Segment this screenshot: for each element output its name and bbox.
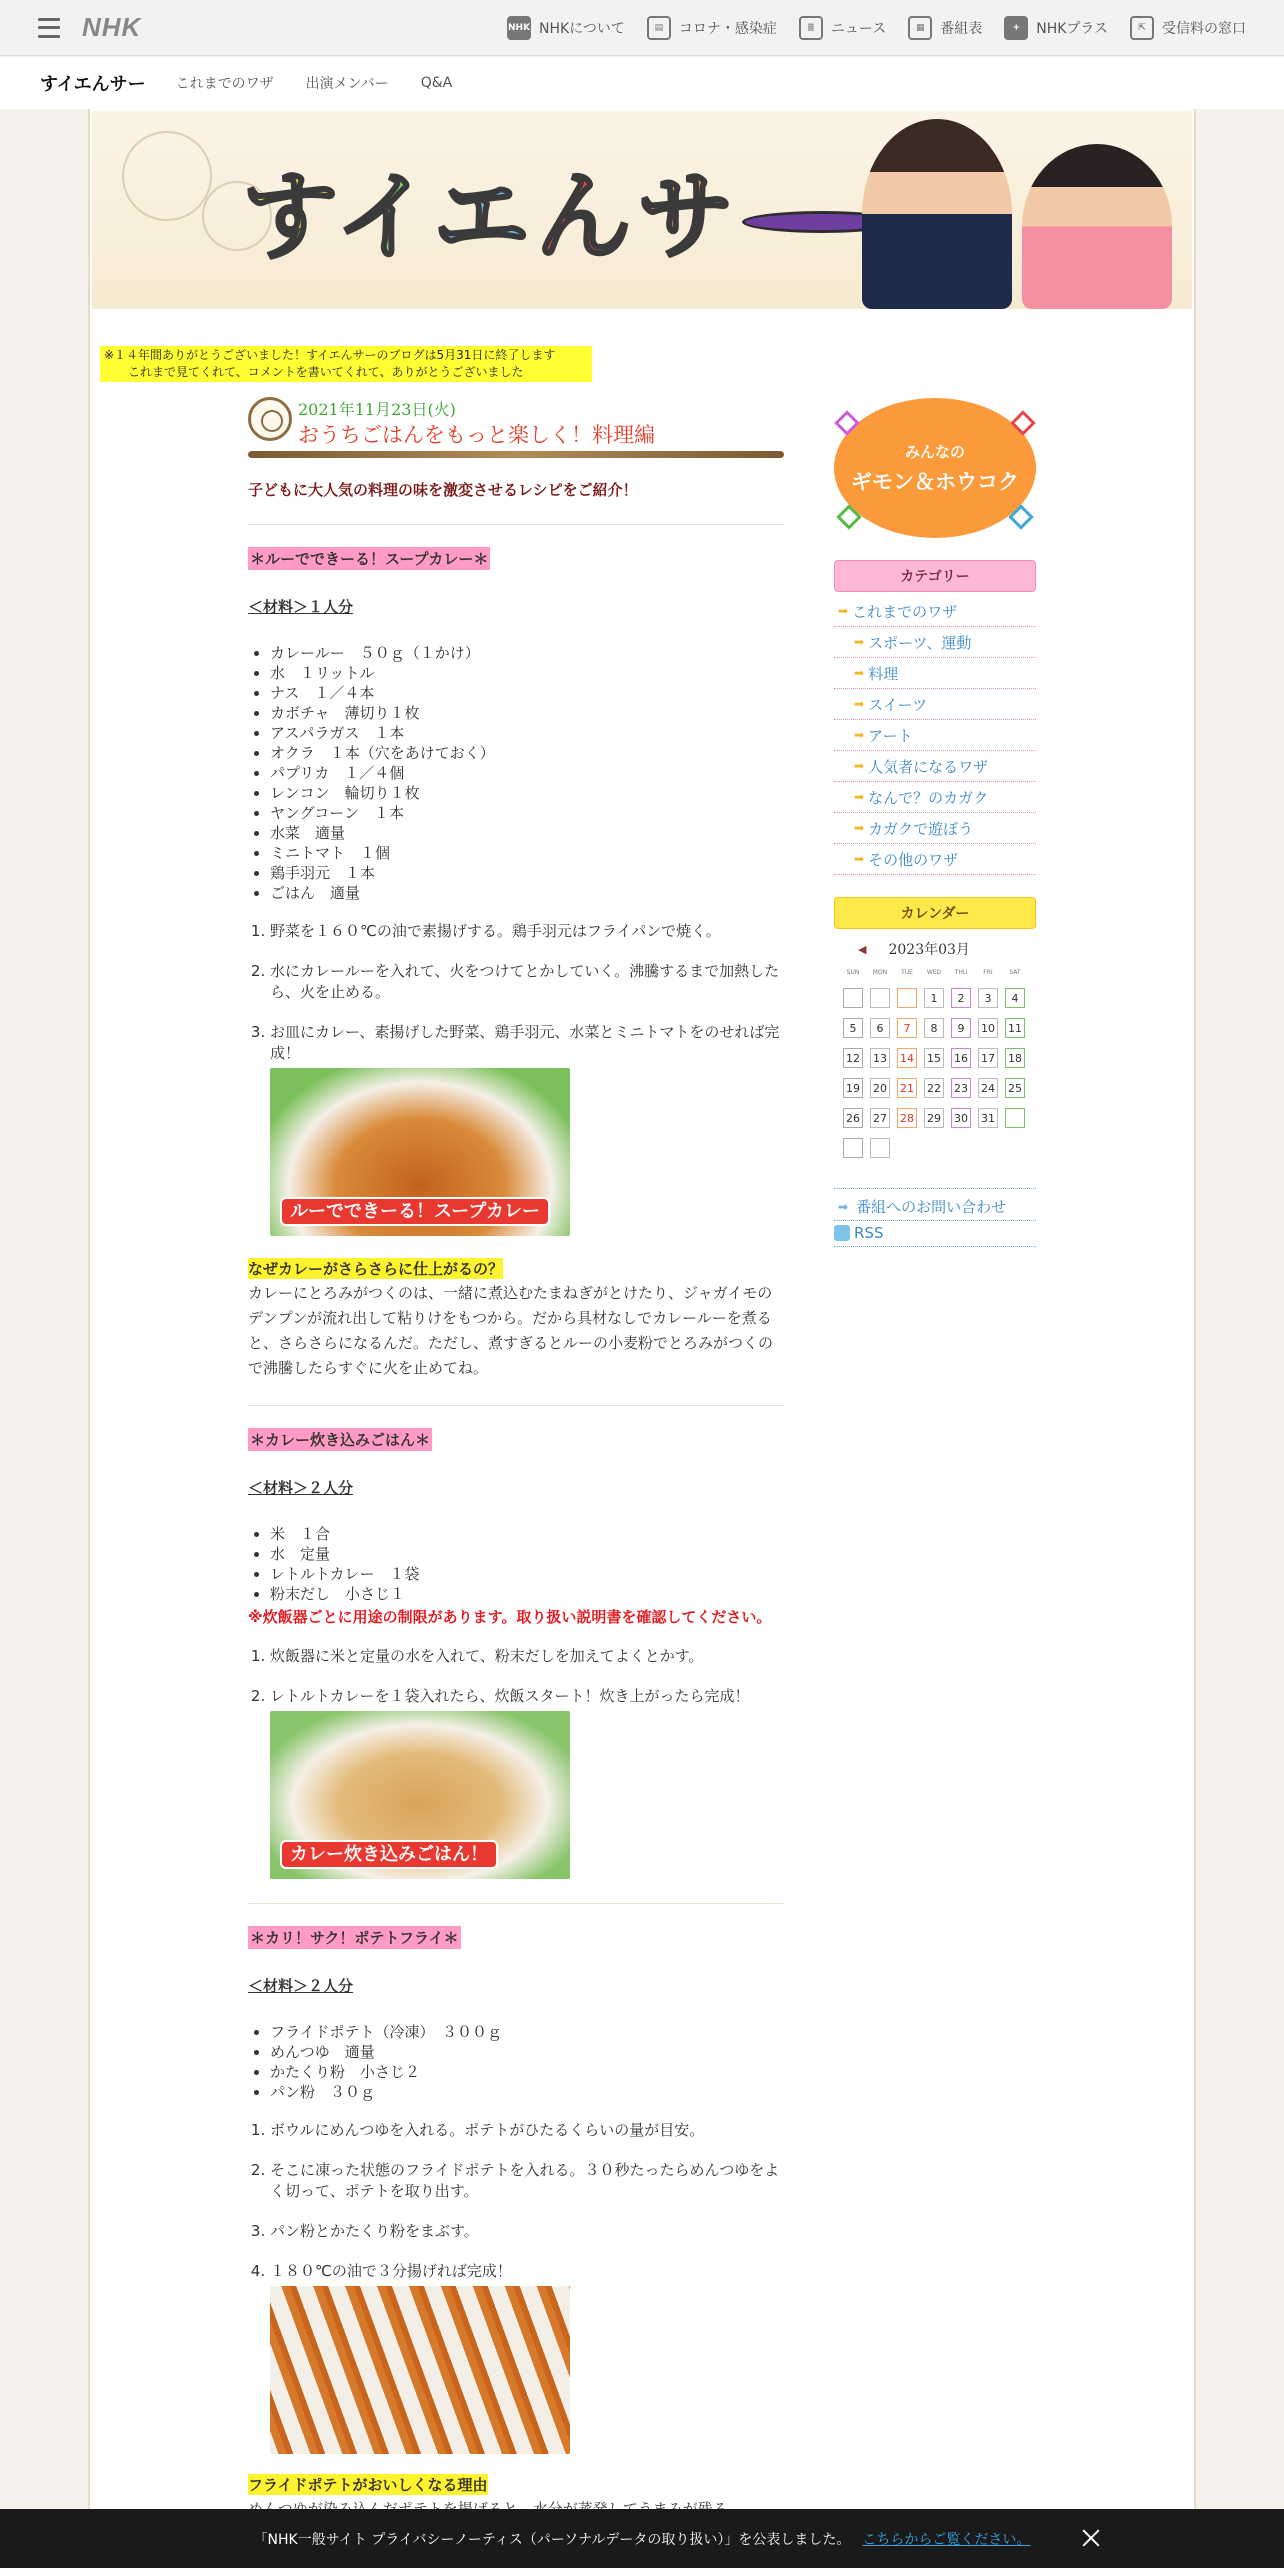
question-report-banner[interactable] bbox=[834, 398, 1036, 538]
list-item: • アスパラガス １本 bbox=[270, 723, 784, 743]
arrow-icon bbox=[834, 410, 859, 435]
calendar-day[interactable]: 1 bbox=[924, 988, 944, 1008]
step-text: レトルトカレーを１袋入れたら、炊飯スタート！炊き上がったら完成！ bbox=[270, 1687, 750, 1705]
category-item[interactable]: ➡ 料理 bbox=[834, 658, 1036, 689]
calendar-day[interactable]: 13 bbox=[870, 1048, 890, 1068]
step-item: 2. そこに凍った状態のフライドポテトを入れる。３０秒たったらめんつゆをよく切って、ポテトを取り出す。 bbox=[270, 2160, 784, 2202]
category-item[interactable]: ➡ アート bbox=[834, 720, 1036, 751]
title-underline bbox=[248, 451, 784, 458]
calendar-day[interactable]: 17 bbox=[978, 1048, 998, 1068]
step-text: お皿にカレー、素揚げした野菜、鶏手羽元、水菜とミニトマトをのせれば完成！ bbox=[270, 1023, 780, 1062]
list-item: • 米 １合 bbox=[270, 1524, 784, 1544]
divider bbox=[248, 1405, 784, 1406]
list-item: • ナス １／４本 bbox=[270, 683, 784, 703]
sidebar-links bbox=[834, 1188, 1036, 1247]
list-item: • 水 １リットル bbox=[270, 663, 784, 683]
gnav-link-nhkplus[interactable]: + NHKプラス bbox=[1004, 16, 1108, 40]
pnav-link-members[interactable]: 出演メンバー bbox=[305, 76, 389, 92]
entry-lead: 子どもに大人気の料理の味を激変させるレシピをご紹介！ bbox=[248, 481, 638, 499]
calendar-day[interactable]: 4 bbox=[1005, 988, 1025, 1008]
closing-notice bbox=[100, 346, 592, 382]
list-item: • 水 定量 bbox=[270, 1544, 784, 1564]
nhkplus-icon: + bbox=[1004, 16, 1028, 40]
rss-link[interactable]: RSS bbox=[834, 1221, 1036, 1247]
nhk-icon: NHK bbox=[507, 16, 531, 40]
calendar-dow: MON bbox=[872, 969, 888, 976]
badge-line-1: みんなの bbox=[904, 442, 965, 461]
program-nav bbox=[0, 57, 1284, 109]
photo-caption: カレー炊き込みごはん！ bbox=[280, 1840, 498, 1869]
calendar-dow: FRI bbox=[983, 969, 993, 976]
calendar-day[interactable]: 18 bbox=[1005, 1048, 1025, 1068]
list-item: • レトルトカレー １袋 bbox=[270, 1564, 784, 1584]
calendar-day[interactable]: 9 bbox=[951, 1018, 971, 1038]
gnav-link-schedule[interactable]: ▦ 番組表 bbox=[908, 16, 982, 40]
calendar-day bbox=[897, 988, 917, 1008]
calendar-day[interactable]: 28 bbox=[897, 1108, 917, 1128]
calendar-heading: カレンダー bbox=[834, 897, 1036, 929]
materials-heading: ＜材料＞２人分 bbox=[248, 1479, 354, 1497]
calendar-grid bbox=[843, 969, 1036, 1158]
arrow-right-icon: ➡ bbox=[854, 759, 865, 773]
calendar-day[interactable]: 30 bbox=[951, 1108, 971, 1128]
window-icon: ⇱ bbox=[1130, 16, 1154, 40]
calendar-day[interactable]: 26 bbox=[843, 1108, 863, 1128]
calendar-day[interactable]: 14 bbox=[897, 1048, 917, 1068]
calendar-day[interactable]: 5 bbox=[843, 1018, 863, 1038]
step-list bbox=[270, 2120, 784, 2454]
calendar-day[interactable]: 21 bbox=[897, 1078, 917, 1098]
calendar-dow: SAT bbox=[1009, 969, 1021, 976]
rss-icon bbox=[834, 1225, 850, 1241]
calendar-day bbox=[843, 1138, 863, 1158]
arrow-icon bbox=[1008, 504, 1033, 529]
nhk-logo[interactable]: NHK bbox=[82, 12, 142, 42]
arrow-right-icon: ➡ bbox=[854, 728, 865, 742]
pnav-link-qa[interactable]: Q&A bbox=[420, 75, 453, 91]
calendar-day[interactable]: 23 bbox=[951, 1078, 971, 1098]
step-item: 1. 野菜を１６０℃の油で素揚げする。鶏手羽元はフライパンで焼く。 bbox=[270, 921, 784, 942]
calendar-day bbox=[843, 988, 863, 1008]
badge-line-2: ギモン＆ホウコク bbox=[851, 469, 1019, 494]
step-item: 2. 水にカレールーを入れて、火をつけてとかしていく。沸騰するまで加熱したら、火を止める。 bbox=[270, 961, 784, 1003]
calendar-day[interactable]: 3 bbox=[978, 988, 998, 1008]
photo-caption: ルーでできーる！スープカレー bbox=[280, 1197, 550, 1226]
gnav-link-news[interactable]: ≣ ニュース bbox=[799, 16, 886, 40]
news-doc-icon: ▤ bbox=[647, 16, 671, 40]
step-text: １８０℃の油で３分揚げれば完成！ bbox=[270, 2262, 512, 2280]
list-item: • かたくり粉 小さじ２ bbox=[270, 2062, 784, 2082]
calendar-day[interactable]: 20 bbox=[870, 1078, 890, 1098]
list-item: • めんつゆ 適量 bbox=[270, 2042, 784, 2062]
calendar-header bbox=[834, 939, 1036, 959]
gnav-link-fee[interactable]: ⇱ 受信料の窓口 bbox=[1130, 16, 1246, 40]
recipe-title: ＊カリ！サク！ポテトフライ＊ bbox=[248, 1926, 461, 1949]
close-icon[interactable] bbox=[1080, 2527, 1102, 2549]
category-heading: カテゴリー bbox=[834, 560, 1036, 592]
category-item[interactable]: ➡ スイーツ bbox=[834, 689, 1036, 720]
step-item: 1. 炊飯器に米と定量の水を入れて、粉末だしを加えてよくとかす。 bbox=[270, 1646, 784, 1667]
list-item: • 水菜 適量 bbox=[270, 823, 784, 843]
qa-body: カレーにとろみがつくのは、一緒に煮込むたまねぎがとけたり、ジャガイモのデンプンが流れ出して粘りけをもつから。だから具材なしでカレールーを煮ると、さらさらになるんだ。ただし、煮すぎるとルーの小麦粉でとろみがつくので沸騰したらすぐに火を止めてね。 bbox=[248, 1284, 774, 1377]
host-girl-image bbox=[1022, 144, 1172, 309]
notice-line-2: これまで見てくれて、コメントを書いてくれて、ありがとうございました bbox=[128, 365, 524, 379]
calendar-month: 2023年03月 bbox=[888, 942, 970, 958]
category-item[interactable]: ➡ 人気者になるワザ bbox=[834, 751, 1036, 782]
calendar-dow: TUE bbox=[901, 969, 913, 976]
privacy-notice-link[interactable]: こちらからご覧ください。 bbox=[862, 2531, 1031, 2548]
calendar-dow: THU bbox=[954, 969, 968, 976]
arrow-right-icon: ➡ bbox=[838, 1200, 849, 1214]
category-list bbox=[834, 596, 1036, 875]
step-list bbox=[270, 921, 784, 1236]
privacy-notice-bar bbox=[0, 2509, 1284, 2568]
calendar-prev-icon[interactable]: ◀ bbox=[858, 942, 867, 956]
pnav-link-waza[interactable]: これまでのワザ bbox=[175, 76, 274, 92]
blog-entry bbox=[248, 395, 784, 2522]
category-item[interactable]: ➡ スポーツ、運動 bbox=[834, 627, 1036, 658]
category-item[interactable]: ➡ その他のワザ bbox=[834, 844, 1036, 875]
banner-logo: すイエんサ bbox=[242, 161, 740, 273]
doodle-circle bbox=[122, 131, 212, 221]
calendar-day[interactable]: 6 bbox=[870, 1018, 890, 1038]
list-item: • 鶏手羽元 １本 bbox=[270, 863, 784, 883]
step-item: 3. パン粉とかたくり粉をまぶす。 bbox=[270, 2221, 784, 2242]
arrow-right-icon: ➡ bbox=[854, 790, 865, 804]
calendar-day[interactable]: 29 bbox=[924, 1108, 944, 1128]
contact-link[interactable]: ➡ 番組へのお問い合わせ bbox=[834, 1195, 1036, 1221]
calendar-day[interactable]: 10 bbox=[978, 1018, 998, 1038]
list-item: • パプリカ １／４個 bbox=[270, 763, 784, 783]
divider bbox=[248, 524, 784, 525]
calendar-day[interactable]: 11 bbox=[1005, 1018, 1025, 1038]
list-item: • ミニトマト １個 bbox=[270, 843, 784, 863]
list-item: • カレールー ５０ｇ（１かけ） bbox=[270, 643, 784, 663]
calendar-dow: SUN bbox=[846, 969, 860, 976]
calendar-day[interactable]: 31 bbox=[978, 1108, 998, 1128]
list-item: • ごはん 適量 bbox=[270, 883, 784, 903]
calendar-day[interactable]: 16 bbox=[951, 1048, 971, 1068]
step-item bbox=[270, 1022, 784, 1236]
arrow-right-icon: ➡ bbox=[838, 604, 849, 618]
divider bbox=[248, 1903, 784, 1904]
host-boy-image bbox=[862, 119, 1012, 309]
arrow-right-icon: ➡ bbox=[854, 697, 865, 711]
curry-rice-photo bbox=[270, 1711, 570, 1879]
ingredient-list bbox=[270, 2022, 784, 2102]
calendar-day bbox=[870, 988, 890, 1008]
entry-date: 2021年11月23日(火) bbox=[298, 400, 456, 419]
step-list bbox=[270, 1646, 784, 1879]
sidebar bbox=[834, 398, 1036, 1247]
notice-line-1: ※１４年間ありがとうございました！すイエんサーのブログは5月31日に終了します bbox=[104, 348, 556, 362]
newspaper-icon: ≣ bbox=[799, 16, 823, 40]
calendar-day[interactable]: 24 bbox=[978, 1078, 998, 1098]
category-item[interactable]: ➡ カガクで遊ぼう bbox=[834, 813, 1036, 844]
list-item: • オクラ １本（穴をあけておく） bbox=[270, 743, 784, 763]
list-item: • パン粉 ３０ｇ bbox=[270, 2082, 784, 2102]
calendar-day[interactable]: 19 bbox=[843, 1078, 863, 1098]
list-item: • フライドポテト（冷凍） ３００ｇ bbox=[270, 2022, 784, 2042]
qa-title: フライドポテトがおいしくなる理由 bbox=[248, 2476, 488, 2494]
calendar-day[interactable]: 25 bbox=[1005, 1078, 1025, 1098]
gnav-link-about[interactable]: NHK NHKについて bbox=[507, 16, 625, 40]
calendar-dow: WED bbox=[926, 969, 942, 976]
qa-title: なぜカレーがさらさらに仕上がるの？ bbox=[248, 1260, 504, 1278]
step-item bbox=[270, 1686, 784, 1879]
cloud-icon bbox=[248, 397, 292, 441]
calendar-day[interactable]: 2 bbox=[951, 988, 971, 1008]
category-item[interactable]: ➡ なんで？のカガク bbox=[834, 782, 1036, 813]
rice-cooker-warning: ※炊飯器ごとに用途の制限があります。取り扱い説明書を確認してください。 bbox=[248, 1608, 772, 1626]
global-nav-links bbox=[507, 16, 1246, 40]
global-nav bbox=[0, 0, 1284, 56]
entry-header bbox=[248, 395, 784, 465]
program-title[interactable]: すイエんサー bbox=[40, 74, 146, 95]
calendar-day[interactable]: 15 bbox=[924, 1048, 944, 1068]
ingredient-list bbox=[270, 1524, 784, 1604]
calendar-day[interactable]: 22 bbox=[924, 1078, 944, 1098]
hamburger-menu-icon[interactable] bbox=[38, 18, 60, 38]
ingredient-list bbox=[270, 643, 784, 903]
recipe-title: ＊ルーでできーる！スープカレー＊ bbox=[248, 547, 490, 570]
step-item bbox=[270, 2261, 784, 2454]
list-item: • カボチャ 薄切り１枚 bbox=[270, 703, 784, 723]
category-item[interactable]: ➡ これまでのワザ bbox=[834, 596, 1036, 627]
calendar-day[interactable]: 12 bbox=[843, 1048, 863, 1068]
calendar-day bbox=[1005, 1108, 1025, 1128]
list-item: • レンコン 輪切り１枚 bbox=[270, 783, 784, 803]
calendar-day bbox=[870, 1138, 890, 1158]
step-item: 1. ボウルにめんつゆを入れる。ポテトがひたるくらいの量が目安。 bbox=[270, 2120, 784, 2141]
arrow-right-icon: ➡ bbox=[854, 821, 865, 835]
calendar-day[interactable]: 7 bbox=[897, 1018, 917, 1038]
potato-fry-photo bbox=[270, 2286, 570, 2454]
grid-icon: ▦ bbox=[908, 16, 932, 40]
privacy-notice-text: 「NHK一般サイト プライバシーノーティス（パーソナルデータの取り扱い）」を公表しました。 bbox=[253, 2531, 851, 2548]
arrow-icon bbox=[1010, 410, 1035, 435]
calendar-day[interactable]: 8 bbox=[924, 1018, 944, 1038]
arrow-right-icon: ➡ bbox=[854, 666, 865, 680]
arrow-right-icon: ➡ bbox=[854, 635, 865, 649]
list-item: • ヤングコーン １本 bbox=[270, 803, 784, 823]
materials-heading: ＜材料＞２人分 bbox=[248, 1977, 354, 1995]
arrow-right-icon: ➡ bbox=[854, 852, 865, 866]
calendar-day[interactable]: 27 bbox=[870, 1108, 890, 1128]
recipe-title: ＊カレー炊き込みごはん＊ bbox=[248, 1428, 432, 1451]
materials-heading: ＜材料＞１人分 bbox=[248, 598, 354, 616]
entry-title[interactable]: おうちごはんをもっと楽しく！料理編 bbox=[298, 423, 655, 447]
program-banner[interactable] bbox=[92, 111, 1192, 309]
arrow-icon bbox=[836, 504, 861, 529]
list-item: • 粉末だし 小さじ１ bbox=[270, 1584, 784, 1604]
gnav-link-corona[interactable]: ▤ コロナ・感染症 bbox=[647, 16, 777, 40]
soup-curry-photo bbox=[270, 1068, 570, 1236]
